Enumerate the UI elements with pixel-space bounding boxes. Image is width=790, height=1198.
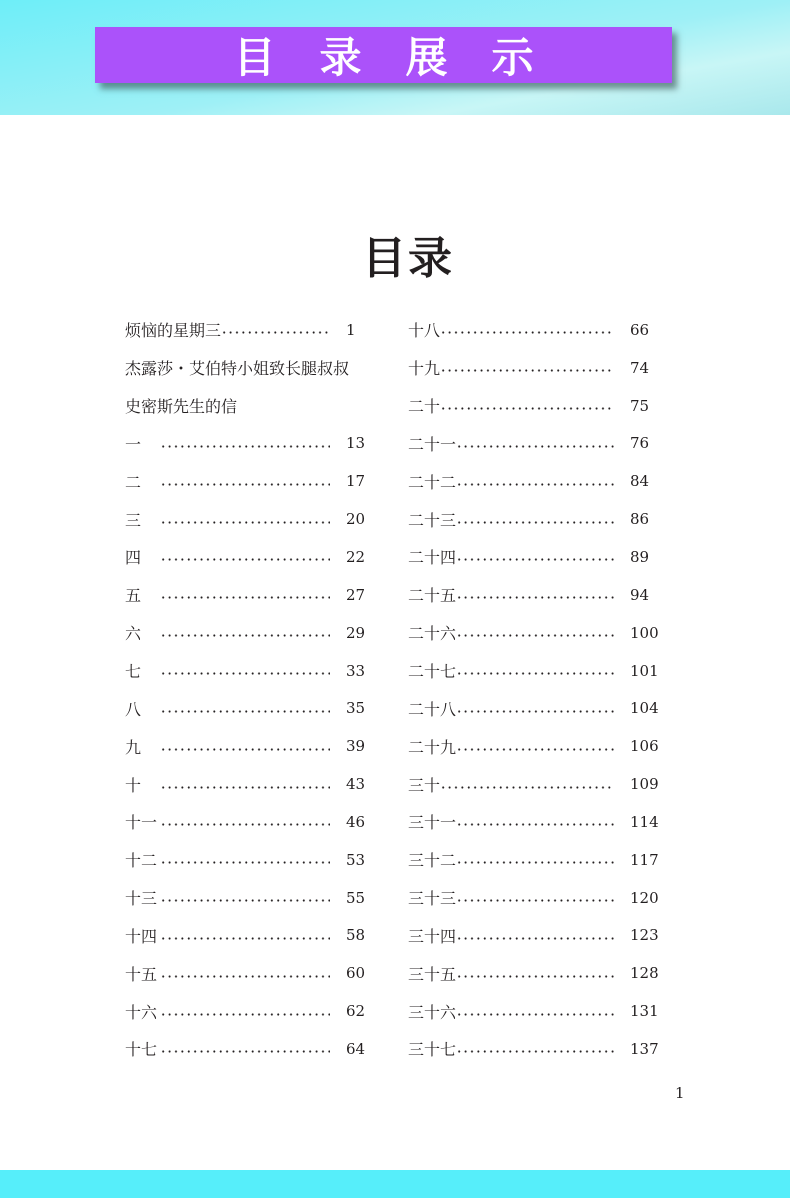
toc-entry-title: 烦恼的星期三	[125, 321, 222, 341]
toc-entry[interactable]	[125, 538, 370, 576]
toc-entry[interactable]	[408, 803, 658, 841]
toc-entry-page: 104	[630, 699, 659, 718]
toc-entry-page: 106	[630, 737, 659, 756]
dot-leader	[440, 369, 614, 372]
dot-leader	[456, 1050, 614, 1053]
toc-entry-page: 62	[346, 1002, 366, 1021]
dot-leader	[440, 331, 614, 334]
dot-leader	[160, 672, 330, 675]
toc-entry[interactable]	[125, 500, 370, 538]
toc-entry-page: 137	[630, 1039, 659, 1058]
toc-entry-page: 109	[630, 775, 659, 794]
toc-entry-page: 58	[346, 926, 366, 945]
toc-entry-page: 13	[346, 434, 366, 453]
dot-leader	[221, 331, 330, 334]
dot-leader	[456, 445, 614, 448]
toc-entry-page: 94	[630, 585, 650, 604]
dot-leader	[160, 558, 330, 561]
toc-entry[interactable]	[408, 992, 658, 1030]
toc-entry-title: 十八	[408, 321, 441, 341]
toc-entry[interactable]	[408, 576, 658, 614]
toc-entry[interactable]	[125, 614, 370, 652]
dot-leader	[456, 823, 614, 826]
toc-entry-title: 二	[125, 472, 142, 492]
toc-entry-page: 84	[630, 472, 650, 491]
toc-entry-title: 八	[125, 699, 142, 719]
toc-entry[interactable]	[408, 652, 658, 690]
toc-entry-page: 66	[630, 320, 650, 339]
toc-entry-page: 128	[630, 964, 659, 983]
dot-leader	[456, 483, 614, 486]
toc-entry-title: 十四	[125, 926, 158, 946]
toc-entry-page: 39	[346, 737, 366, 756]
toc-entry-page: 75	[630, 396, 650, 415]
toc-entry-page: 101	[630, 661, 659, 680]
dot-leader	[160, 975, 330, 978]
toc-entry[interactable]	[125, 917, 370, 955]
toc-entry[interactable]	[125, 462, 370, 500]
toc-entry-title: 二十二	[408, 472, 457, 492]
toc-entry[interactable]	[125, 992, 370, 1030]
toc-entry-title: 三十七	[408, 1040, 457, 1060]
toc-entry-title: 十二	[125, 851, 158, 871]
toc-entry-title: 四	[125, 548, 142, 568]
toc-entry-title: 二十五	[408, 586, 457, 606]
toc-entry[interactable]	[408, 1030, 658, 1068]
dot-leader	[160, 899, 330, 902]
footer-band	[0, 1170, 790, 1198]
toc-left-column	[125, 311, 370, 1068]
toc-entry-page: 22	[346, 547, 366, 566]
toc-entry-page: 43	[346, 775, 366, 794]
toc-entry-title: 五	[125, 586, 142, 606]
toc-entry[interactable]	[408, 954, 658, 992]
toc-entry-title: 三十五	[408, 964, 457, 984]
toc-entry-page: 76	[630, 434, 650, 453]
toc-entry-title: 三	[125, 510, 142, 530]
toc-entry-page: 29	[346, 623, 366, 642]
toc-entry-page: 27	[346, 585, 366, 604]
toc-entry-title: 杰露莎・艾伯特小姐致长腿叔叔	[125, 359, 350, 379]
toc-entry-title: 九	[125, 737, 142, 757]
dot-leader	[160, 748, 330, 751]
toc-entry[interactable]	[125, 387, 370, 425]
toc-entry-page: 114	[630, 812, 659, 831]
dot-leader	[160, 710, 330, 713]
toc-entry[interactable]	[125, 576, 370, 614]
toc-entry-title: 六	[125, 624, 142, 644]
toc-entry[interactable]	[125, 727, 370, 765]
toc-entry-title: 三十	[408, 775, 441, 795]
toc-entry-page: 1	[346, 320, 356, 339]
toc-entry[interactable]	[408, 614, 658, 652]
banner	[95, 27, 672, 83]
toc-entry-title: 一	[125, 434, 142, 454]
toc-entry-page: 33	[346, 661, 366, 680]
dot-leader	[160, 1013, 330, 1016]
toc-entry-title: 二十八	[408, 699, 457, 719]
toc-entry-page: 55	[346, 888, 366, 907]
toc-entry-title: 十九	[408, 359, 441, 379]
banner-title: 目录展示	[233, 33, 578, 82]
toc-entry[interactable]	[125, 425, 370, 463]
toc-entry-title: 三十一	[408, 813, 457, 833]
toc-entry-title: 三十四	[408, 926, 457, 946]
toc-entry[interactable]	[408, 841, 658, 879]
toc-entry[interactable]	[408, 689, 658, 727]
toc-entry[interactable]	[408, 349, 658, 387]
dot-leader	[456, 634, 614, 637]
toc-entry-title: 十七	[125, 1040, 158, 1060]
toc-entry[interactable]	[408, 425, 658, 463]
toc-entry-page: 120	[630, 888, 659, 907]
dot-leader	[160, 861, 330, 864]
toc-entry[interactable]	[125, 803, 370, 841]
toc-entry-page: 60	[346, 964, 366, 983]
dot-leader	[160, 521, 330, 524]
toc-entry[interactable]	[408, 311, 658, 349]
toc-entry-page: 35	[346, 699, 366, 718]
dot-leader	[160, 1050, 330, 1053]
toc-entry-title: 二十九	[408, 737, 457, 757]
toc-entry[interactable]	[125, 765, 370, 803]
toc-entry[interactable]	[125, 1030, 370, 1068]
toc-entry-title: 十	[125, 775, 142, 795]
toc-entry-title: 七	[125, 662, 142, 682]
toc-entry[interactable]	[125, 879, 370, 917]
toc-entry-title: 二十一	[408, 434, 457, 454]
toc-entry-title: 史密斯先生的信	[125, 397, 238, 417]
toc-entry[interactable]	[125, 954, 370, 992]
toc-entry[interactable]	[408, 500, 658, 538]
toc-entry[interactable]	[408, 462, 658, 500]
dot-leader	[456, 558, 614, 561]
toc-entry-title: 十三	[125, 889, 158, 909]
toc-right-column	[408, 311, 658, 1068]
toc-entry-page: 86	[630, 510, 650, 529]
toc-entry-title: 二十七	[408, 662, 457, 682]
toc-entry-page: 53	[346, 850, 366, 869]
dot-leader	[456, 899, 614, 902]
dot-leader	[456, 596, 614, 599]
toc-entry-title: 三十六	[408, 1002, 457, 1022]
toc-entry[interactable]	[125, 652, 370, 690]
toc-entry[interactable]	[125, 841, 370, 879]
toc-entry[interactable]	[125, 689, 370, 727]
toc-entry-page: 131	[630, 1002, 659, 1021]
toc-entry-title: 三十二	[408, 851, 457, 871]
toc-entry-title: 二十三	[408, 510, 457, 530]
toc-entry[interactable]	[408, 727, 658, 765]
dot-leader	[160, 483, 330, 486]
toc-entry-title: 三十三	[408, 889, 457, 909]
toc-entry-page: 64	[346, 1039, 366, 1058]
toc-entry-title: 二十四	[408, 548, 457, 568]
dot-leader	[456, 861, 614, 864]
dot-leader	[456, 975, 614, 978]
toc-entry-page: 46	[346, 812, 366, 831]
dot-leader	[456, 521, 614, 524]
page-number: 1	[675, 1084, 685, 1102]
toc-entry[interactable]	[408, 538, 658, 576]
toc-entry-page: 123	[630, 926, 659, 945]
toc-entry[interactable]	[125, 311, 370, 349]
dot-leader	[456, 672, 614, 675]
toc-entry-title: 二十六	[408, 624, 457, 644]
dot-leader	[456, 710, 614, 713]
page-title: 目录	[362, 233, 454, 284]
dot-leader	[160, 937, 330, 940]
toc-entry[interactable]	[125, 349, 370, 387]
dot-leader	[160, 786, 330, 789]
toc-entry-page: 74	[630, 358, 650, 377]
toc-entry-page: 17	[346, 472, 366, 491]
dot-leader	[440, 407, 614, 410]
dot-leader	[456, 1013, 614, 1016]
dot-leader	[456, 937, 614, 940]
toc-entry-title: 十五	[125, 964, 158, 984]
dot-leader	[440, 786, 614, 789]
toc-entry-title: 二十	[408, 397, 441, 417]
toc-entry[interactable]	[408, 879, 658, 917]
toc-entry[interactable]	[408, 387, 658, 425]
toc-entry-page: 89	[630, 547, 650, 566]
toc-entry-page: 20	[346, 510, 366, 529]
dot-leader	[456, 748, 614, 751]
dot-leader	[160, 823, 330, 826]
toc-entry-page: 117	[630, 850, 659, 869]
dot-leader	[160, 445, 330, 448]
toc-entry[interactable]	[408, 917, 658, 955]
toc-entry-title: 十一	[125, 813, 158, 833]
toc-entry-page: 100	[630, 623, 659, 642]
dot-leader	[160, 596, 330, 599]
toc-entry[interactable]	[408, 765, 658, 803]
toc-entry-title: 十六	[125, 1002, 158, 1022]
dot-leader	[160, 634, 330, 637]
